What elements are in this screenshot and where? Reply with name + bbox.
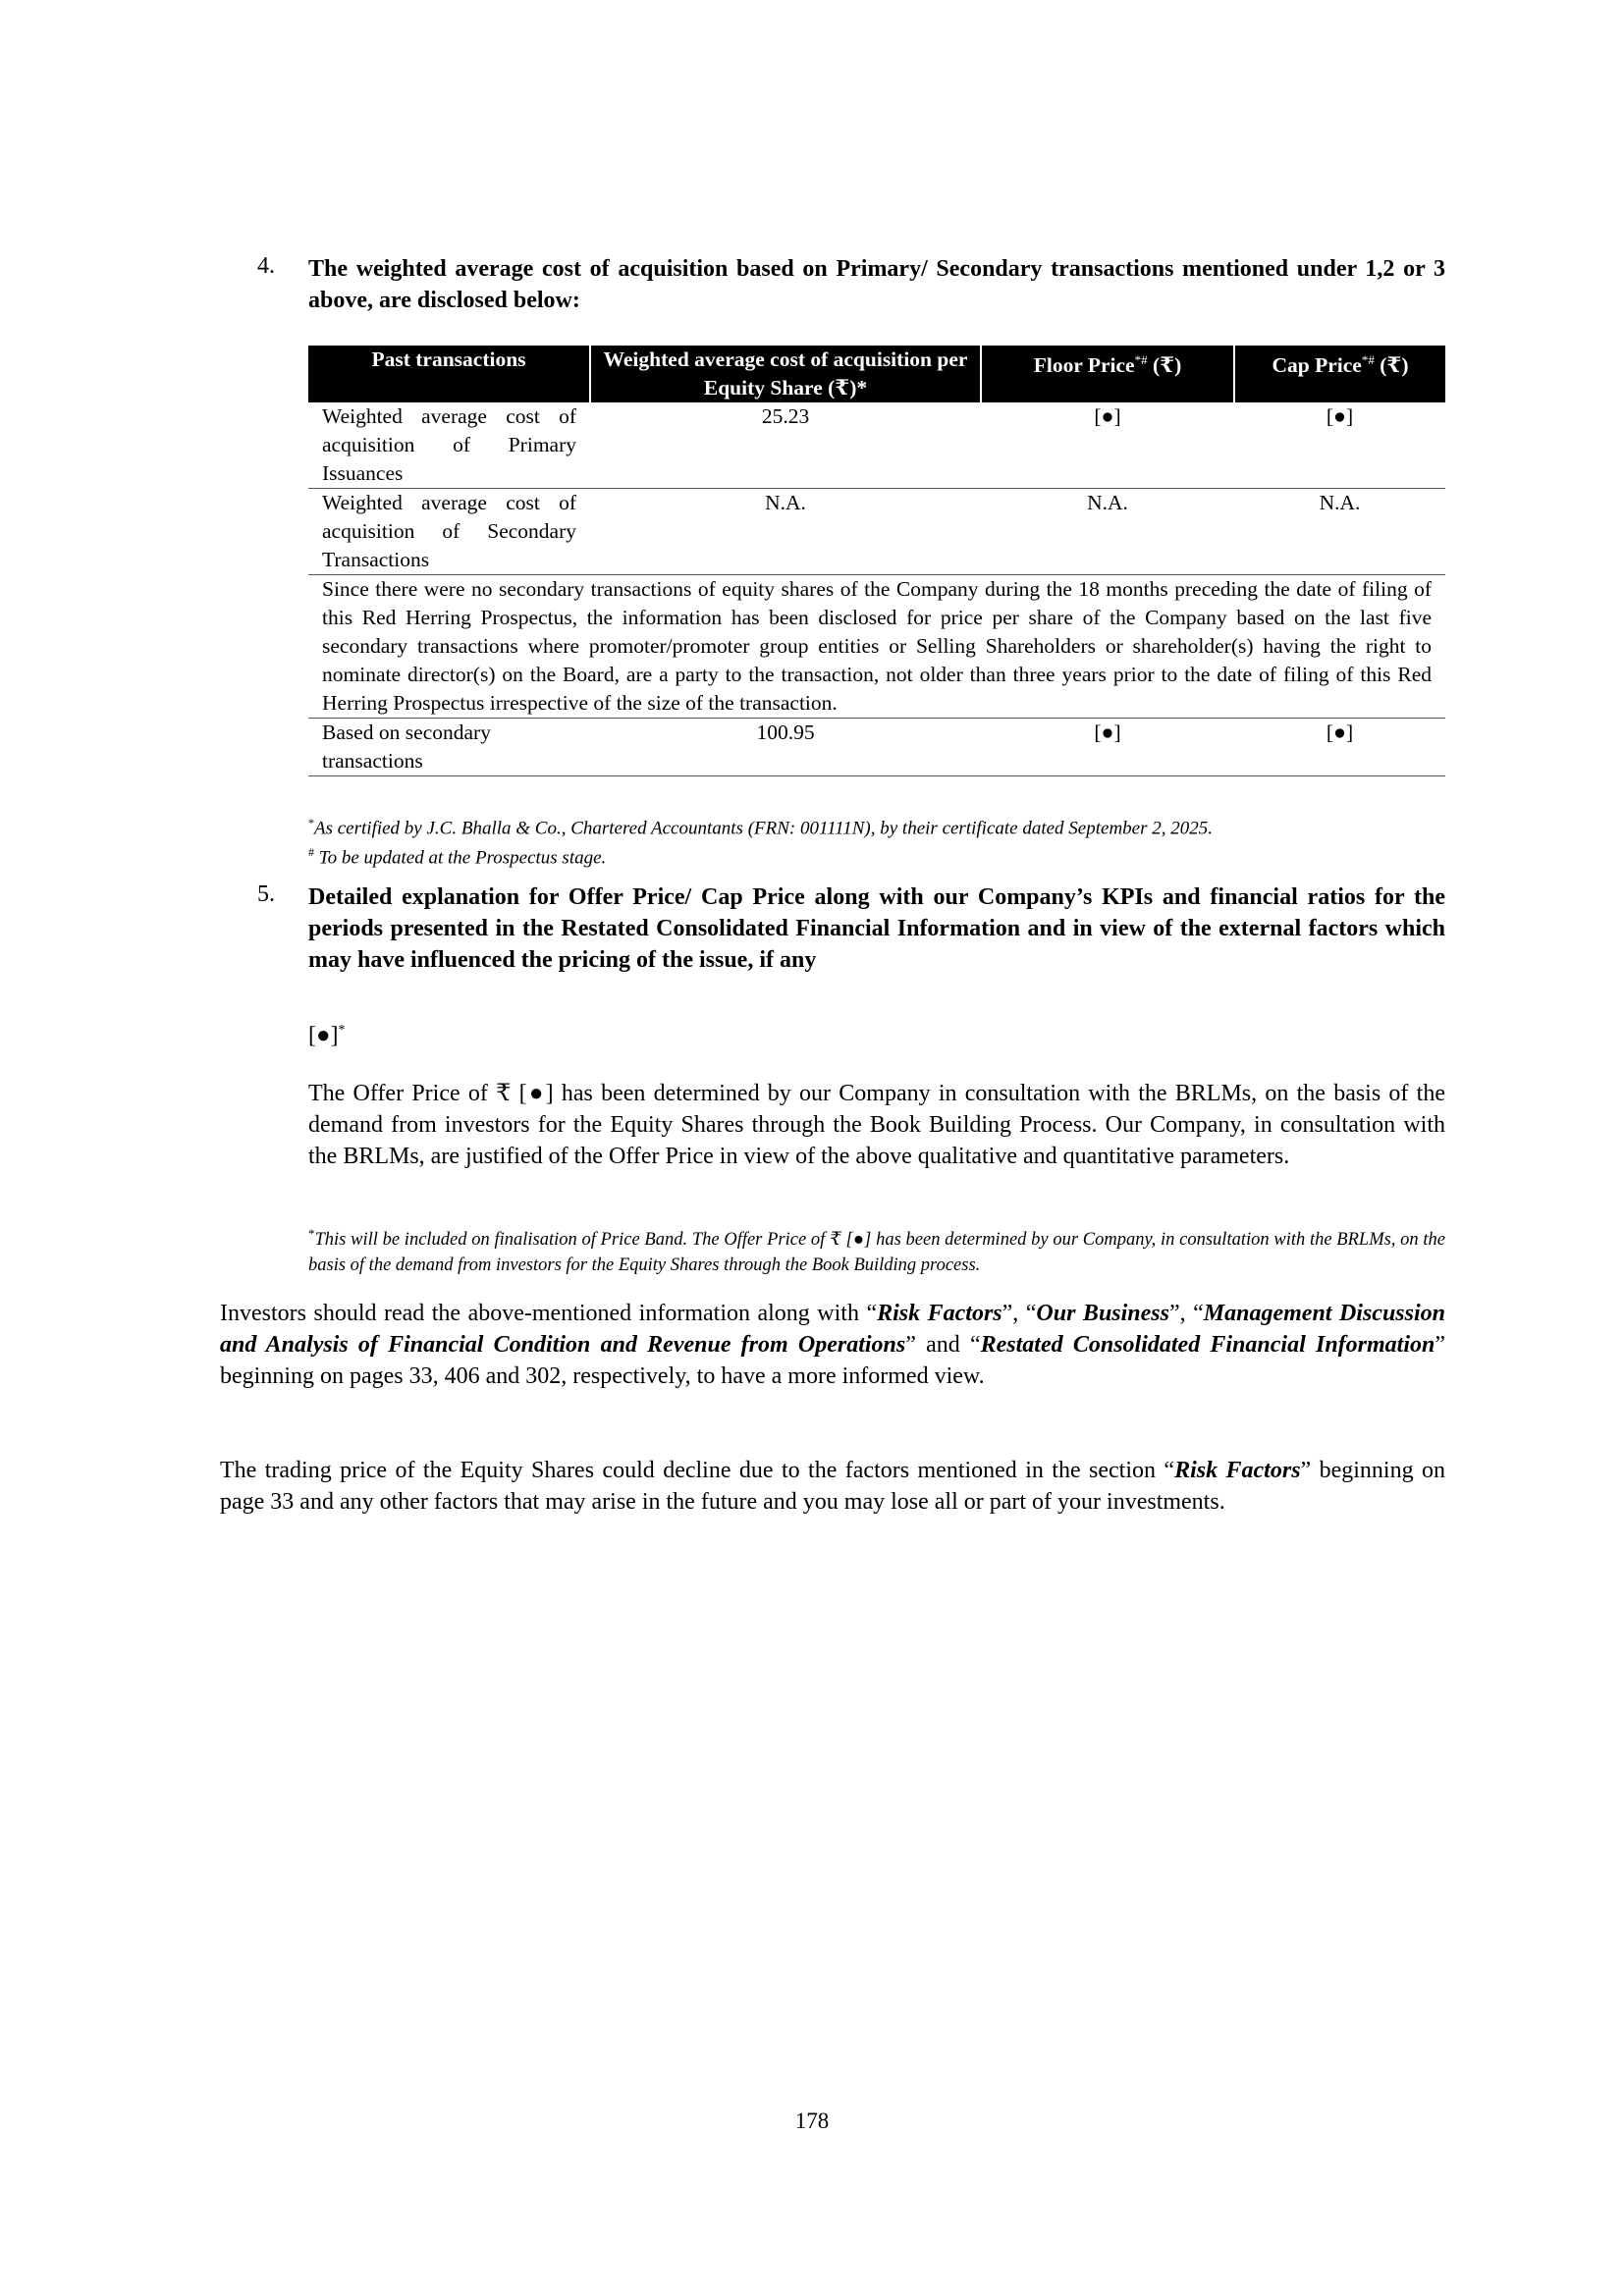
link-risk-factors-2: Risk Factors	[1174, 1458, 1301, 1483]
row-label: Weighted average cost of acquisition of Primary Issuances	[308, 402, 590, 489]
section-4-number: 4.	[257, 253, 275, 279]
table-row	[308, 719, 1445, 776]
row-wacoa: 100.95	[590, 719, 981, 776]
row-cap: [●]	[1234, 719, 1445, 776]
trading-price-paragraph: The trading price of the Equity Shares could decline due to the factors mentioned in the section “Risk Factors” beginning on page 33 and any other factors that may arise in the future and you may lose all or part of your investments.	[220, 1458, 1446, 1515]
offer-price-paragraph: The Offer Price of ₹ [●] has been determined by our Company in consultation with the BRLMs, on the basis of the demand from investors for the Equity Shares through the Book Building Process. Our Company, in consultation with the BRLMs, are justified of the Offer Price in view of the above qualitative and quantitative parameters.	[308, 1081, 1445, 1169]
header-cap-price: Cap Price*# (₹)	[1234, 346, 1445, 402]
section-4-heading: The weighted average cost of acquisition based on Primary/ Secondary transactions mentioned under 1,2 or 3 above, are disclosed below:	[308, 256, 1445, 313]
row-wacoa: 25.23	[590, 402, 981, 489]
header-past-transactions: Past transactions	[308, 346, 590, 402]
row-cap: N.A.	[1234, 489, 1445, 575]
row-label: Based on secondary transactions	[308, 719, 590, 776]
link-risk-factors: Risk Factors	[877, 1301, 1002, 1326]
row-floor: [●]	[981, 402, 1234, 489]
header-wacoa: Weighted average cost of acquisition per Equity Share (₹)*	[590, 346, 981, 402]
row-label: Weighted average cost of acquisition of Secondary Transactions	[308, 489, 590, 575]
row-cap: [●]	[1234, 402, 1445, 489]
page-number: 178	[794, 2109, 830, 2133]
footnote-1: *As certified by J.C. Bhalla & Co., Chartered Accountants (FRN: 001111N), by their certificate dated September 2, 2025.	[308, 816, 1213, 839]
section-5-number: 5.	[257, 881, 275, 907]
table-note: Since there were no secondary transactions of equity shares of the Company during the 18 months preceding the date of filing of this Red Herring Prospectus, the information has been disclosed for price per share of the Company based on the last five secondary transactions where promoter/promoter group entities or Selling Shareholders or shareholder(s) having the right to nominate director(s) on the Board, are a party to the transaction, not older than three years prior to the date of filing of this Red Herring Prospectus irrespective of the size of the transaction.	[308, 575, 1445, 719]
row-floor: [●]	[981, 719, 1234, 776]
table-header-row	[308, 346, 1445, 402]
table-note-row	[308, 575, 1445, 719]
section-5-heading: Detailed explanation for Offer Price/ Cap Price along with our Company’s KPIs and financial ratios for the periods presented in the Restated Consolidated Financial Information and in view of the external factors which may have influenced the pricing of the issue, if any	[308, 884, 1445, 973]
price-band-note: *This will be included on finalisation of Price Band. The Offer Price of ₹ [●] has been determined by our Company, in consultation with the BRLMs, on the basis of the demand from investors for the Equity Shares through the Book Building process.	[308, 1226, 1445, 1276]
table-footnotes	[308, 811, 1445, 871]
table-row	[308, 402, 1445, 489]
transactions-table	[308, 346, 1445, 776]
link-our-business: Our Business	[1036, 1301, 1169, 1326]
table-row	[308, 489, 1445, 575]
link-mda: Management Discussion and Analysis of Financial Condition and Revenue from Operations	[220, 1301, 1445, 1358]
header-floor-price: Floor Price*# (₹)	[981, 346, 1234, 402]
offer-price-placeholder: [●]*	[308, 1023, 346, 1048]
investors-paragraph: Investors should read the above-mentioned information along with “Risk Factors”, “Our Business”, “Management Discussion and Analysis of Financial Condition and Revenue from Operations” and “Restated Consolidated Financial Information” beginning on pages 33, 406 and 302, respectively, to have a more informed view.	[220, 1301, 1446, 1389]
footnote-2: # To be updated at the Prospectus stage.	[308, 845, 607, 869]
link-restated-financials: Restated Consolidated Financial Information	[980, 1332, 1435, 1358]
row-floor: N.A.	[981, 489, 1234, 575]
row-wacoa: N.A.	[590, 489, 981, 575]
